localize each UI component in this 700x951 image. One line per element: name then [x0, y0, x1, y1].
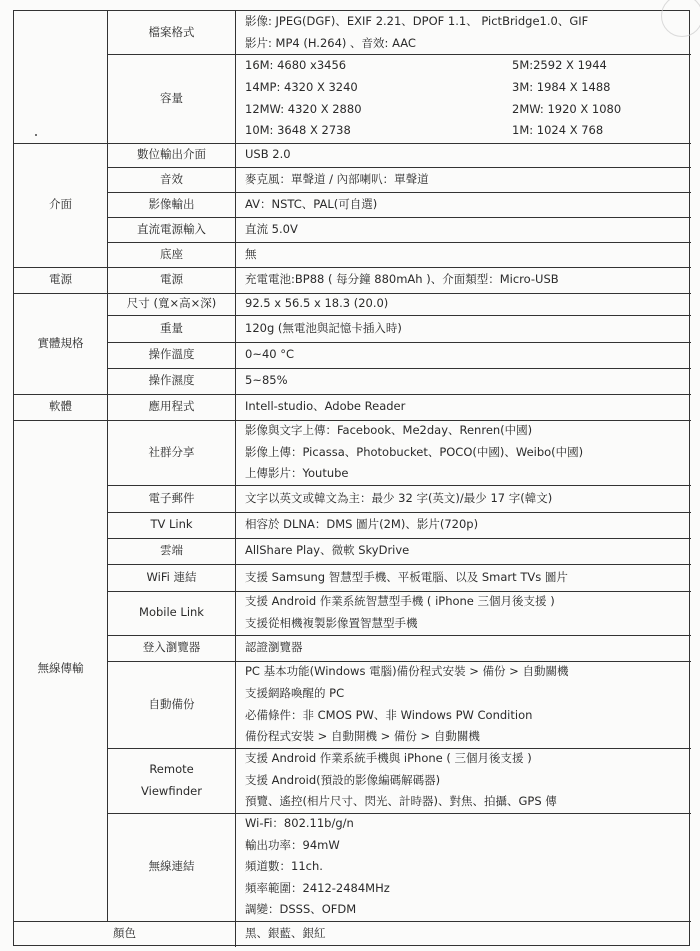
item-cell	[107, 192, 235, 217]
item-label: 操作溫度	[148, 347, 195, 362]
item-label: 影像輸出	[148, 196, 195, 211]
value-cell	[235, 315, 688, 342]
resolution-item: 14MP: 4320 X 3240	[245, 79, 358, 94]
value-line: 預覽、遙控(相片尺寸、閃光、計時器)、對焦、拍攝、GPS 傳	[245, 794, 557, 809]
value-line: 調變：DSSS、OFDM	[245, 902, 357, 917]
value-lines	[245, 318, 402, 340]
value-line: 直流 5.0V	[245, 221, 298, 236]
category-label: 無線傳輸	[37, 661, 84, 675]
category-label: 顏色	[113, 926, 136, 941]
item-cell	[107, 591, 235, 635]
item-label: 直流電源輸入	[137, 221, 206, 236]
item-label: 電源	[160, 272, 183, 287]
value-cell	[235, 420, 688, 485]
value-lines	[245, 244, 257, 266]
value-line: 影片: MP4 (H.264) 、音效: AAC	[245, 35, 416, 50]
item-label: 電子郵件	[148, 490, 195, 505]
value-line: 支援 Samsung 智慧型手機、平板電腦、以及 Smart TVs 圖片	[245, 569, 568, 584]
value-cell	[235, 635, 688, 661]
item-label: 容量	[160, 90, 183, 105]
value-lines	[245, 396, 405, 418]
value-line: 頻道數：11ch.	[245, 859, 323, 874]
value-line: 無	[245, 246, 257, 261]
value-cell	[235, 512, 688, 538]
value-lines	[245, 813, 390, 921]
item-cell	[107, 143, 235, 167]
value-lines	[245, 219, 298, 241]
item-label-line: Viewfinder	[141, 783, 202, 798]
item-cell	[107, 485, 235, 512]
value-line: AllShare Play、微軟 SkyDrive	[245, 543, 410, 558]
value-lines	[245, 637, 303, 659]
value-cell	[235, 293, 688, 315]
value-line: 必備條件：非 CMOS PW、非 Windows PW Condition	[245, 707, 533, 722]
resolution-item: 2MW: 1920 X 1080	[512, 101, 622, 116]
category-cell	[14, 11, 107, 143]
item-label: 底座	[160, 246, 183, 261]
item-label-line: Remote	[149, 761, 194, 776]
value-line: 上傳影片：Youtube	[245, 466, 349, 481]
category-cell	[14, 420, 107, 921]
item-label: 操作濕度	[148, 373, 195, 388]
item-label: 無線連結	[148, 859, 195, 874]
item-label: TV Link	[150, 517, 193, 532]
item-cell	[107, 420, 235, 485]
item-label: 自動備份	[148, 696, 195, 711]
value-cell	[235, 564, 688, 591]
item-label: 應用程式	[148, 399, 195, 414]
item-label: 登入瀏覽器	[142, 640, 201, 655]
item-cell	[107, 293, 235, 315]
category-label: 電源	[49, 272, 72, 287]
value-lines	[245, 567, 568, 589]
value-line: 相容於 DLNA：DMS 圖片(2M)、影片(720p)	[245, 517, 479, 532]
value-line: 支援 Android(預設的影像編碼解碼器)	[245, 772, 441, 787]
value-line: 5~85%	[245, 373, 288, 388]
value-lines	[245, 269, 559, 291]
value-lines	[245, 514, 478, 536]
item-cell	[107, 368, 235, 394]
item-cell	[107, 167, 235, 192]
value-line: 麥克風：單聲道 / 內部喇叭：單聲道	[245, 171, 429, 186]
value-cell	[235, 167, 688, 192]
value-lines	[245, 293, 388, 315]
value-cell	[235, 242, 688, 267]
category-cell	[14, 293, 107, 394]
value-lines	[245, 488, 552, 510]
item-label: 音效	[160, 171, 183, 186]
value-cell	[235, 54, 688, 143]
item-label: WiFi 連結	[146, 569, 197, 584]
value-lines	[245, 923, 326, 945]
value-line: 0~40 °C	[245, 347, 295, 362]
item-label: 數位輸出介面	[137, 147, 206, 162]
category-label: 軟體	[49, 399, 72, 414]
item-cell	[107, 538, 235, 564]
item-cell	[107, 267, 235, 293]
value-line: 頻率範圍：2412-2484MHz	[245, 880, 390, 895]
item-cell	[107, 661, 235, 748]
item-cell	[107, 635, 235, 661]
value-cell	[235, 485, 688, 512]
resolution-item: 16M: 4680 x3456	[245, 58, 347, 73]
item-cell	[107, 315, 235, 342]
value-line: 支援從相機複製影像置智慧型手機	[245, 616, 418, 630]
value-cell	[235, 661, 688, 748]
value-lines	[245, 194, 377, 216]
item-label: Mobile Link	[139, 605, 204, 620]
value-cell	[235, 192, 688, 217]
value-lines	[245, 344, 294, 366]
value-line: 影像與文字上傳：Facebook、Me2day、Renren(中國)	[245, 423, 533, 438]
value-line: 充電電池:BP88 ( 每分鐘 880mAh )、介面類型：Micro-USB	[245, 272, 559, 287]
value-cell	[235, 368, 688, 394]
item-label: 重量	[160, 320, 183, 335]
value-lines	[245, 11, 588, 54]
value-line: AV：NSTC、PAL(可自選)	[245, 196, 378, 211]
value-line: 支援網路喚醒的 PC	[245, 685, 345, 700]
item-cell	[107, 813, 235, 921]
category-cell	[14, 267, 107, 293]
value-cell	[235, 267, 688, 293]
value-line: 認證瀏覽器	[245, 640, 303, 655]
value-line: 支援 Android 作業系統手機與 iPhone ( 三個月後支援 )	[245, 751, 532, 766]
item-label: 社群分享	[148, 444, 195, 459]
value-line: 輸出功率：94mW	[245, 837, 340, 852]
value-lines	[245, 540, 409, 562]
category-cell	[14, 394, 107, 420]
resolution-list	[245, 55, 621, 141]
value-lines	[245, 661, 568, 747]
item-label: 尺寸 (寬×高×深)	[126, 296, 217, 311]
value-cell	[235, 143, 688, 167]
value-line: Wi-Fi：802.11b/g/n	[245, 816, 354, 831]
item-cell	[107, 242, 235, 267]
value-line: 黑、銀藍、銀紅	[245, 926, 326, 941]
category-label: 介面	[49, 197, 72, 212]
category-cell	[14, 143, 107, 267]
value-line: USB 2.0	[245, 147, 291, 162]
value-line: 文字以英文或韓文為主：最少 32 字(英文)/最少 17 字(韓文)	[245, 490, 553, 505]
category-label: 實體規格	[37, 335, 84, 350]
value-line: 92.5 x 56.5 x 18.3 (20.0)	[245, 296, 389, 311]
resolution-item: 5M:2592 X 1944	[512, 58, 607, 73]
value-lines	[245, 748, 557, 813]
item-label: 檔案格式	[148, 24, 195, 39]
scan-dot	[35, 134, 37, 136]
resolution-item: 10M: 3648 X 2738	[245, 123, 351, 138]
item-cell	[107, 217, 235, 242]
item-cell	[107, 54, 235, 143]
value-line: 支援 Android 作業系統智慧型手機 ( iPhone 三個月後支援 )	[245, 594, 555, 609]
resolution-item: 1M: 1024 X 768	[512, 123, 604, 138]
value-lines	[245, 144, 291, 166]
category-cell	[14, 921, 235, 947]
item-cell	[107, 394, 235, 420]
value-line: PC 基本功能(Windows 電腦)備份程式安裝 > 備份 > 自動關機	[245, 664, 569, 679]
value-cell	[235, 538, 688, 564]
value-line: 備份程式安裝 > 自動開機 > 備份 > 自動關機	[245, 729, 480, 744]
value-cell	[235, 342, 688, 368]
value-lines	[245, 370, 288, 392]
value-line: 120g (無電池與記憶卡插入時)	[245, 320, 402, 335]
value-line: 影像: JPEG(DGF)、EXIF 2.21、DPOF 1.1、 PictBridge1.0、GIF	[245, 13, 589, 28]
value-lines	[245, 591, 555, 634]
value-cell	[235, 217, 688, 242]
item-cell	[107, 11, 235, 54]
item-cell	[107, 512, 235, 538]
spec-table	[13, 10, 690, 946]
item-cell	[107, 342, 235, 368]
value-cell	[235, 591, 688, 635]
value-line: Intell-studio、Adobe Reader	[245, 399, 406, 414]
value-cell	[235, 11, 688, 54]
item-label: 雲端	[160, 543, 183, 558]
item-label	[141, 759, 202, 802]
value-lines	[245, 169, 429, 191]
value-lines	[245, 420, 583, 485]
resolution-item: 3M: 1984 X 1488	[512, 79, 611, 94]
item-cell	[107, 564, 235, 591]
value-cell	[235, 921, 688, 947]
value-cell	[235, 813, 688, 921]
value-cell	[235, 394, 688, 420]
resolution-item: 12MW: 4320 X 2880	[245, 101, 362, 116]
item-cell	[107, 748, 235, 813]
value-line: 影像上傳：Picassa、Photobucket、POCO(中國)、Weibo(中國)	[245, 444, 584, 459]
value-cell	[235, 748, 688, 813]
